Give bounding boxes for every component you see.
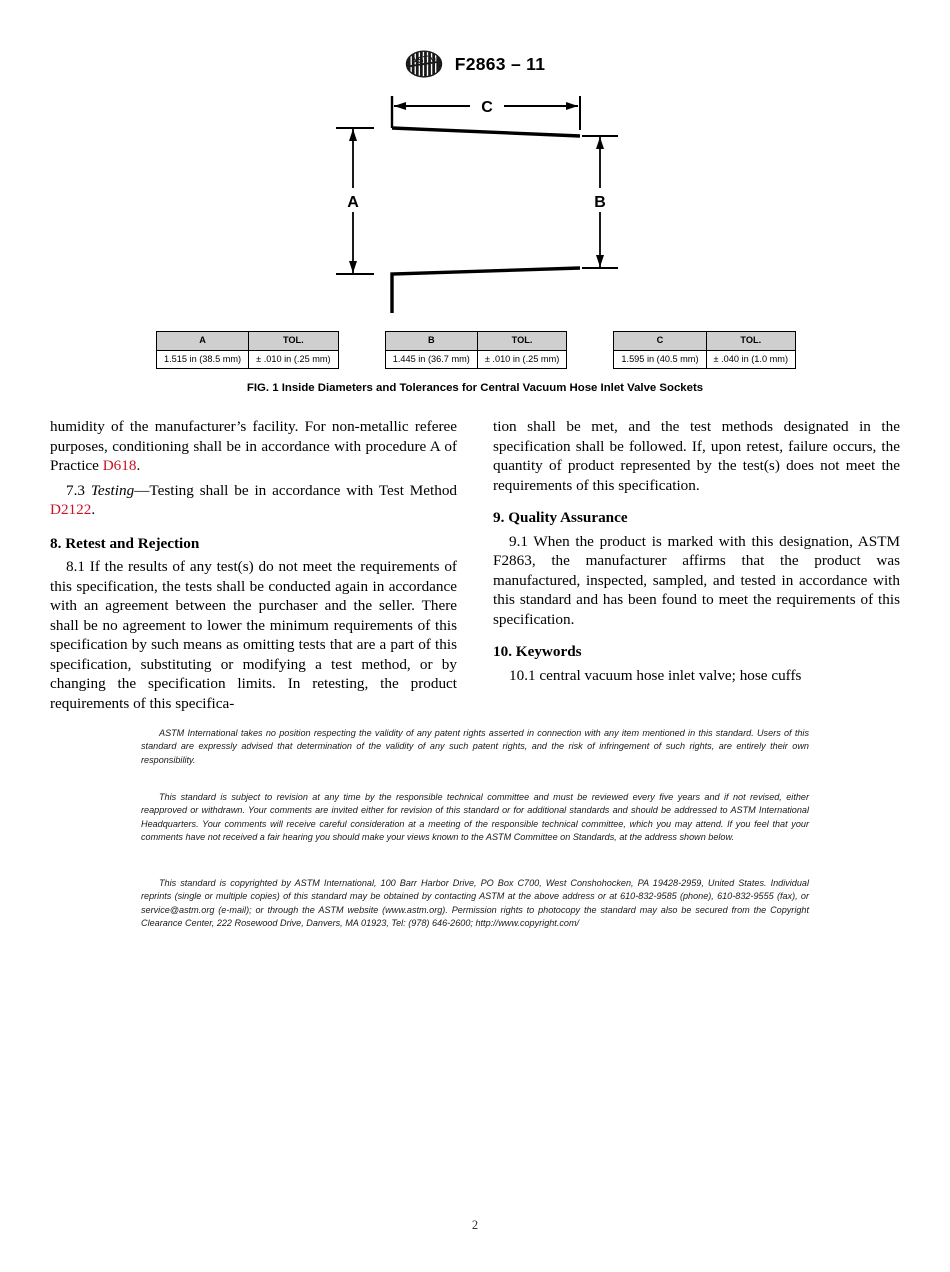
table-header-cell: B — [385, 332, 477, 351]
astm-logo-icon — [405, 50, 443, 78]
section-title-testing: Testing — [90, 481, 135, 499]
a-arrow-bottom — [349, 261, 357, 273]
b-arrow-top — [596, 137, 604, 149]
table-header-row — [614, 332, 796, 351]
paragraph-10-1: 10.1 central vacuum hose inlet valve; hose cuffs — [509, 666, 802, 684]
a-arrow-top — [349, 129, 357, 141]
legal-copyright-notice — [141, 877, 809, 931]
paragraph-text: —Testing shall be in accordance with Test Method — [134, 481, 458, 499]
legal-text: This standard is subject to revision at any time by the responsible technical committee and must be reviewed every five years and if not revised, either reapproved or withdrawn. Your comments are invited either for revision of this standard or for additional standards and should be addressed to ASTM International Headquarters. Your comments will receive careful consideration at a meeting of the responsible technical committee, which you may attend. If you feel that your comments have not received a fair hearing you should make your views known to the ASTM Committee on Standards, at the address shown below. — [141, 792, 809, 843]
standard-reference-link-d618[interactable]: D618 — [102, 457, 137, 475]
c-arrow-left — [394, 102, 406, 110]
a-dimension-label: A — [347, 194, 359, 211]
heading-10-keywords: 10. Keywords — [493, 643, 582, 661]
paragraph-text-end: . — [91, 501, 96, 519]
paragraph-7-2-continued — [50, 417, 457, 476]
table-header-cell: TOL. — [477, 332, 566, 351]
paragraph-text: humidity of the manufacturer’s facility. For non-metallic referee purposes, conditioning shall be in accordance with procedure A of Practice — [50, 418, 457, 475]
body-columns — [50, 417, 900, 713]
table-header-cell: TOL. — [249, 332, 338, 351]
paragraph-text-end: . — [136, 457, 141, 475]
socket-cross-section-diagram — [330, 88, 630, 313]
table-header-row — [385, 332, 567, 351]
table-header-cell: C — [614, 332, 706, 351]
c-arrow-right — [566, 102, 578, 110]
legal-text: ASTM International takes no position respecting the validity of any patent rights asserted in connection with any item mentioned in this standard. Users of this standard are expressly advised that determination of the validity of any such patent rights, and the risk of infringement of such rights, are entirely their own responsibility. — [141, 728, 809, 765]
legal-revision-notice — [141, 791, 809, 845]
heading-8-retest-and-rejection: 8. Retest and Rejection — [50, 534, 200, 552]
table-header-cell: TOL. — [706, 332, 795, 351]
dimension-tables — [156, 331, 796, 369]
b-dimension-label: B — [594, 194, 606, 211]
c-dimension-label: C — [481, 99, 493, 116]
b-arrow-bottom — [596, 255, 604, 267]
dimension-table-b — [385, 331, 568, 369]
legal-text: This standard is copyrighted by ASTM International, 100 Barr Harbor Drive, PO Box C700, West Conshohocken, PA 19428-2959, United States. Individual reprints (single or multiple copies) of this standard may be obtained by contacting ASTM at the above address or at 610-832-9585 (phone), 610-832-9555 (fax), or service@astm.org (e-mail); or through the ASTM website (www.astm.org). Permission rights to photocopy the standard may also be secured from the Copyright Clearance Center, 222 Rosewood Drive, Danvers, MA 01923, Tel: (978) 646-2600; http://www.copyright.com/ — [141, 878, 809, 929]
page-header — [0, 50, 950, 78]
right-column — [493, 417, 900, 713]
heading-9-quality-assurance: 9. Quality Assurance — [493, 509, 628, 527]
table-row — [385, 350, 567, 369]
paragraph-7-3 — [50, 481, 457, 520]
socket-top-wall — [392, 128, 580, 136]
table-cell-value: 1.515 in (38.5 mm) — [157, 350, 249, 369]
standard-reference-link-d2122[interactable]: D2122 — [50, 501, 92, 519]
dimension-table-c — [613, 331, 796, 369]
legal-patent-notice — [141, 727, 809, 767]
table-cell-tolerance: ± .040 in (1.0 mm) — [706, 350, 795, 369]
paragraph-9-1: 9.1 When the product is marked with this designation, ASTM F2863, the manufacturer affirms that the product was manufactured, inspected, sampled, and tested in accordance with this standard and has been found to meet the requirements of this specification. — [493, 532, 900, 628]
table-header-cell: A — [157, 332, 249, 351]
table-cell-value: 1.595 in (40.5 mm) — [614, 350, 706, 369]
dimension-table-a — [156, 331, 339, 369]
table-cell-value: 1.445 in (36.7 mm) — [385, 350, 477, 369]
table-row — [157, 350, 339, 369]
paragraph-8-1: 8.1 If the results of any test(s) do not meet the requirements of this specification, the tests shall be conducted again in accordance with an agreement between the purchaser and the seller. There shall be no agreement to lower the minimum requirements of this specification by such means as omitting tests that are a part of this specification, substituting or modifying a test method, or by changing the specification limits. In retesting, the product requirements of this specifica- — [50, 558, 457, 712]
socket-bottom-wall — [392, 268, 580, 313]
table-header-row — [157, 332, 339, 351]
table-row — [614, 350, 796, 369]
page-number: 2 — [471, 1218, 479, 1232]
left-column — [50, 417, 457, 713]
svg-text:ASTM: ASTM — [410, 52, 437, 67]
paragraph-8-1-continued: tion shall be met, and the test methods designated in the specification shall be followed. If, upon retest, failure occurs, the quantity of product represented by the test(s) does not meet the requirements of this specification. — [493, 418, 900, 494]
table-cell-tolerance: ± .010 in (.25 mm) — [477, 350, 566, 369]
table-cell-tolerance: ± .010 in (.25 mm) — [249, 350, 338, 369]
section-number: 7.3 — [66, 481, 91, 499]
standard-designation: F2863 – 11 — [454, 53, 546, 74]
figure-caption: FIG. 1 Inside Diameters and Tolerances for Central Vacuum Hose Inlet Valve Sockets — [246, 382, 704, 394]
